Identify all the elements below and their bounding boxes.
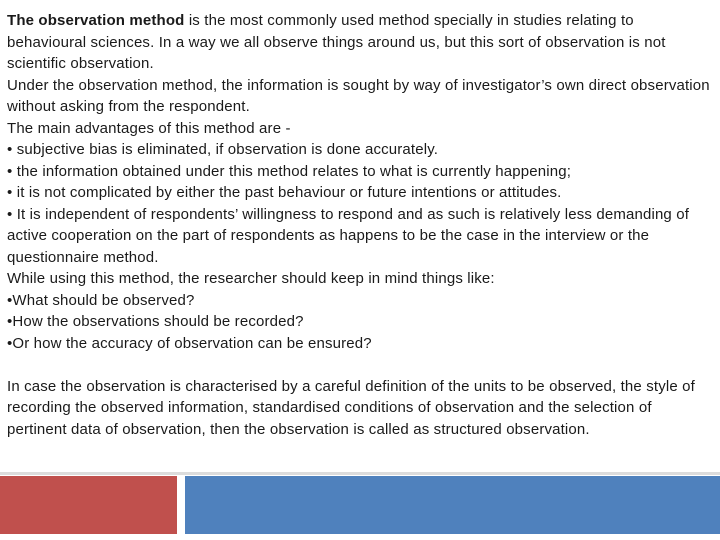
advantage-item: • the information obtained under this method relates to what is currently happening;: [7, 162, 572, 180]
under-method-paragraph: Under the observation method, the information is sought by way of investigator’s own direct observation without asking from the respondent.: [7, 76, 710, 115]
advantage-item: • it is not complicated by either the past behaviour or future intentions or attitudes.: [7, 184, 562, 201]
question-item: •What should be observed?: [7, 291, 195, 309]
structured-observation-paragraph: In case the observation is characterised by a careful definition of the units to be observed, the style of recording the observed information, standardised conditions of observation and the selection of pertinent data of observation, then the observation is called as structured observation.: [7, 377, 695, 438]
intro-text: is the most commonly used method specially in studies relating to behavioural sciences. In a way we all observe things around us, but this sort of observation is not scientific observation.: [7, 12, 666, 72]
intro-paragraph: [7, 10, 713, 75]
advantage-item: • It is independent of respondents’ willingness to respond and as such is relatively less demanding of active cooperation on the part of respondents as happens to be the case in the interview or the questionnaire method.: [7, 205, 690, 266]
keep-in-mind-paragraph: While using this method, the researcher should keep in mind things like:: [7, 270, 495, 287]
slide-body-text: [7, 10, 713, 440]
question-item: •Or how the accuracy of observation can be ensured?: [7, 334, 372, 352]
footer-divider: [0, 472, 720, 475]
paragraph-spacer: [7, 354, 713, 376]
footer-red-bar: [0, 476, 177, 534]
intro-term: The observation method: [7, 12, 185, 29]
question-item: •How the observations should be recorded?: [7, 313, 304, 330]
advantages-heading: The main advantages of this method are -: [7, 119, 291, 137]
footer-blue-bar: [185, 476, 720, 534]
advantage-item: • subjective bias is eliminated, if observation is done accurately.: [7, 141, 439, 158]
